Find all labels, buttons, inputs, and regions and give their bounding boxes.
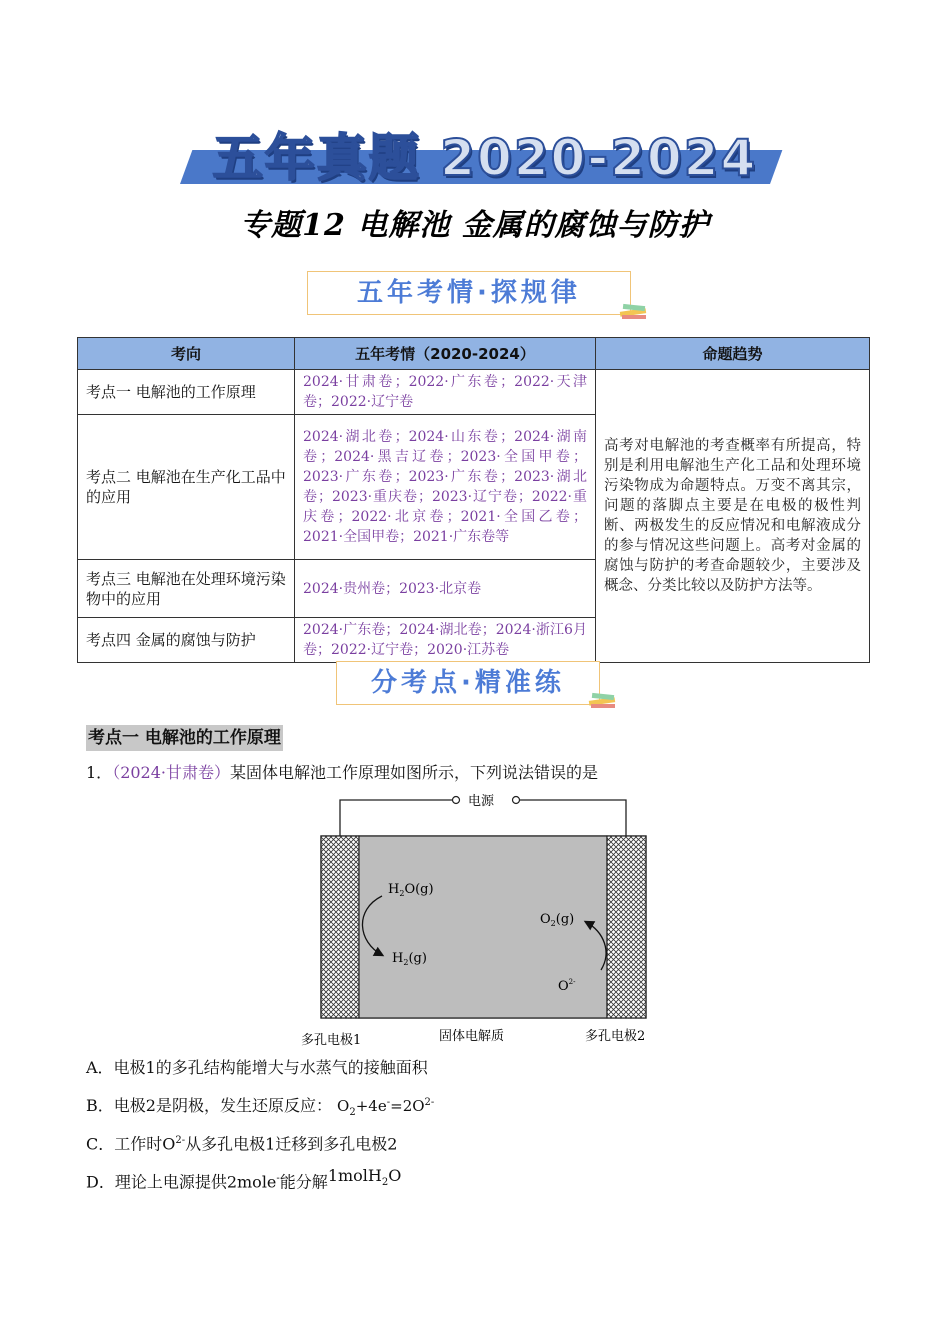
question-stem <box>86 762 598 784</box>
option-b-text: B．电极2是阴极，发生还原反应： <box>86 1096 332 1115</box>
table-header: 命题趋势 <box>596 338 870 370</box>
option-d: D．理论上电源提供2mole-能分解1molH$_2$O <box>86 1166 402 1192</box>
table-cell-exams: 2024·湖北卷；2024·山东卷；2024·湖南卷；2024·黑吉辽卷；2023·全国甲卷；2023·广东卷；2023·广东卷；2023·湖北卷；2023·重庆卷；2023·辽宁卷；2022·重庆卷；2022·北京卷；2021·全国乙卷；2021·全国甲卷；2021·广东卷等 <box>295 415 596 560</box>
question-source: （2024·甘肃卷） <box>112 763 230 782</box>
books-icon <box>620 302 648 320</box>
question-text: 某固体电解池工作原理如图所示，下列说法错误的是 <box>230 763 599 782</box>
wire-left <box>340 800 454 836</box>
option-d-formula: 1molH$_2$O <box>327 1166 402 1189</box>
page-title: 专题12 电解池 金属的腐蚀与防护 <box>240 208 710 243</box>
overview-table <box>77 337 870 663</box>
label-h2o: $H_2O(g)$ <box>388 882 434 898</box>
table-cell-topic: 考点三 电解池在处理环境污染物中的应用 <box>78 560 295 618</box>
label-o2: $O_2(g)$ <box>540 912 575 928</box>
porous-electrode-2 <box>607 836 646 1018</box>
table-header: 考向 <box>78 338 295 370</box>
label-electrode-1: 多孔电极1 <box>301 1033 362 1048</box>
section-heading-practice: 分考点·精准练 <box>336 661 600 705</box>
option-c: C．工作时$O^{2-}$从多孔电极1迁移到多孔电极2 <box>86 1134 398 1154</box>
section-heading-trends: 五年考情·探规律 <box>307 271 631 315</box>
power-terminal-icon <box>453 797 460 804</box>
porous-electrode-1 <box>321 836 359 1018</box>
table-cell-exams: 2024·贵州卷；2023·北京卷 <box>295 560 596 618</box>
option-a: A．电极1的多孔结构能增大与水蒸气的接触面积 <box>86 1058 428 1077</box>
banner-title: 五年真题 2020-2024 <box>212 129 758 187</box>
label-electrode-2: 多孔电极2 <box>585 1029 646 1044</box>
books-icon <box>589 691 617 709</box>
table-cell-exams: 2024·广东卷；2024·湖北卷；2024·浙江6月卷；2022·辽宁卷；2020·江苏卷 <box>295 618 596 663</box>
header-banner <box>180 118 770 186</box>
label-electrolyte: 固体电解质 <box>439 1029 505 1044</box>
table-cell-trend: 高考对电解池的考查概率有所提高，特别是利用电解池生产化工品和处理环境污染物成为命题特点。万变不离其宗，问题的落脚点主要是在电极的极性判断、两极发生的反应情况和电解液成分的参与情况这些问题上。高考对金属的腐蚀与防护的考查命题较少，主要涉及概念、分类比较以及防护方法等。 <box>596 370 870 663</box>
question-number: 1． <box>86 763 113 782</box>
table-cell-exams: 2024·甘肃卷；2022·广东卷；2022·天津卷；2022·辽宁卷 <box>295 370 596 415</box>
label-oxide-ion: $O^{2-}$ <box>558 978 576 994</box>
table-header: 五年考情（2020-2024） <box>295 338 596 370</box>
power-label: 电源 <box>468 794 495 809</box>
table-cell-topic: 考点一 电解池的工作原理 <box>78 370 295 415</box>
label-h2: $H_2(g)$ <box>392 951 427 967</box>
table-cell-topic: 考点四 金属的腐蚀与防护 <box>78 618 295 663</box>
solid-electrolyte <box>359 836 607 1018</box>
option-b-formula: $O_2+4e^-=2O^{2-}$ <box>337 1097 435 1118</box>
power-terminal-icon <box>513 797 520 804</box>
table-cell-topic: 考点二 电解池在生产化工品中的应用 <box>78 415 295 560</box>
topic-heading: 考点一 电解池的工作原理 <box>86 725 283 751</box>
wire-right <box>518 800 626 836</box>
option-b <box>86 1091 434 1125</box>
electrolysis-diagram <box>296 792 656 1050</box>
